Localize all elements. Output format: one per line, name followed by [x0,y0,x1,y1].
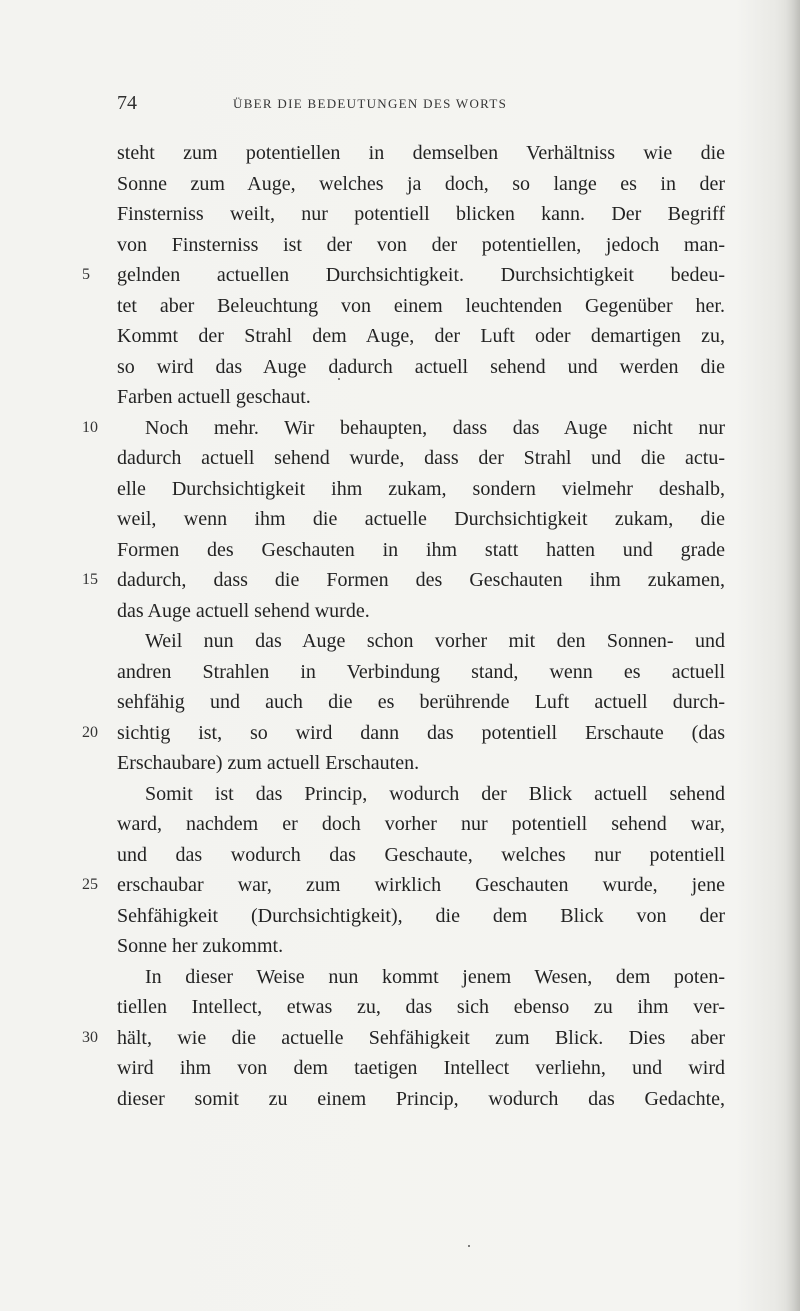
text-line [0,962,800,993]
print-speck [338,378,340,380]
line-text: Formen des Geschauten in ihm statt hatten und grade [117,538,725,561]
text-line [0,260,800,291]
text-line [0,474,800,505]
text-line [0,931,800,962]
line-number: 20 [82,723,98,741]
line-text: Sonne her zukommt. [117,935,284,957]
text-line [0,626,800,657]
text-line [0,1023,800,1054]
text-line [0,687,800,718]
line-text: dadurch, dass die Formen des Geschauten ihm zukamen, [117,569,725,591]
text-line [0,1084,800,1115]
text-line [0,870,800,901]
line-text: Kommt der Strahl dem Auge, der Luft oder demartigen zu, [117,325,725,347]
body-text [0,138,800,1114]
line-text: steht zum potentiellen in demselben Verhältniss wie die [117,142,725,164]
line-text: und das wodurch das Geschaute, welches nur potentiell [117,843,725,866]
line-text: Somit ist das Princip, wodurch der Blick actuell sehend [145,782,725,805]
text-line [0,535,800,566]
line-text: hält, wie die actuelle Sehfähigkeit zum Blick. Dies aber [117,1026,725,1049]
line-number: 5 [82,266,90,283]
text-line [0,901,800,932]
text-line [0,565,800,596]
line-text: In dieser Weise nun kommt jenem Wesen, dem poten- [145,965,725,988]
text-line [0,138,800,169]
line-text: Farben actuell geschaut. [117,386,311,408]
text-line [0,382,800,413]
text-line [0,169,800,200]
line-text: wird ihm von dem taetigen Intellect verliehn, und wird [117,1057,725,1079]
line-text: sehfähig und auch die es berührende Luft actuell durch- [117,691,725,713]
line-text: das Auge actuell sehend wurde. [117,599,370,622]
line-text: tet aber Beleuchtung von einem leuchtenden Gegenüber her. [117,294,725,317]
line-text: Sehfähigkeit (Durchsichtigkeit), die dem Blick von der [117,904,725,927]
line-text: Erschaubare) zum actuell Erschauten. [117,752,420,774]
line-number: 10 [82,418,98,436]
line-text: Sonne zum Auge, welches ja doch, so lange es in der [117,172,725,195]
text-line [0,748,800,779]
text-line [0,230,800,261]
line-text: elle Durchsichtigkeit ihm zukam, sondern vielmehr deshalb, [117,477,725,500]
text-line [0,291,800,322]
line-text: gelnden actuellen Durchsichtigkeit. Durchsichtigkeit bedeu- [117,264,725,286]
page-number: 74 [117,92,137,114]
text-line [0,657,800,688]
text-line [0,413,800,444]
text-line [0,443,800,474]
text-line [0,352,800,383]
text-line [0,992,800,1023]
page-header [0,92,800,118]
text-line [0,504,800,535]
text-line [0,840,800,871]
line-text: erschaubar war, zum wirklich Geschauten wurde, jene [117,874,725,896]
line-text: Weil nun das Auge schon vorher mit den Sonnen- und [145,630,725,652]
line-text: weil, wenn ihm die actuelle Durchsichtigkeit zukam, die [117,508,725,530]
text-line [0,1053,800,1084]
line-text: ward, nachdem er doch vorher nur potentiell sehend war, [117,813,725,835]
line-text: dadurch actuell sehend wurde, dass der Strahl und die actu- [117,447,725,469]
line-text: Finsterniss weilt, nur potentiell blicken kann. Der Begriff [117,203,725,225]
running-head: ÜBER DIE BEDEUTUNGEN DES WORTS [233,96,508,111]
line-number: 25 [82,876,98,893]
line-text: andren Strahlen in Verbindung stand, wenn es actuell [117,660,725,683]
line-text: sichtig ist, so wird dann das potentiell Erschaute (das [117,721,725,744]
text-line [0,321,800,352]
line-number: 15 [82,571,98,588]
line-text: von Finsterniss ist der von der potentiellen, jedoch man- [117,233,725,256]
text-line [0,596,800,627]
line-text: Noch mehr. Wir behaupten, dass das Auge nicht nur [145,416,725,439]
line-text: so wird das Auge dadurch actuell sehend und werden die [117,355,725,378]
text-line [0,809,800,840]
line-text: tiellen Intellect, etwas zu, das sich ebenso zu ihm ver- [117,996,725,1018]
text-line [0,199,800,230]
line-number: 30 [82,1028,98,1046]
text-line [0,779,800,810]
line-text: dieser somit zu einem Princip, wodurch das Gedachte, [117,1087,725,1110]
print-speck [468,1245,470,1247]
text-line [0,718,800,749]
